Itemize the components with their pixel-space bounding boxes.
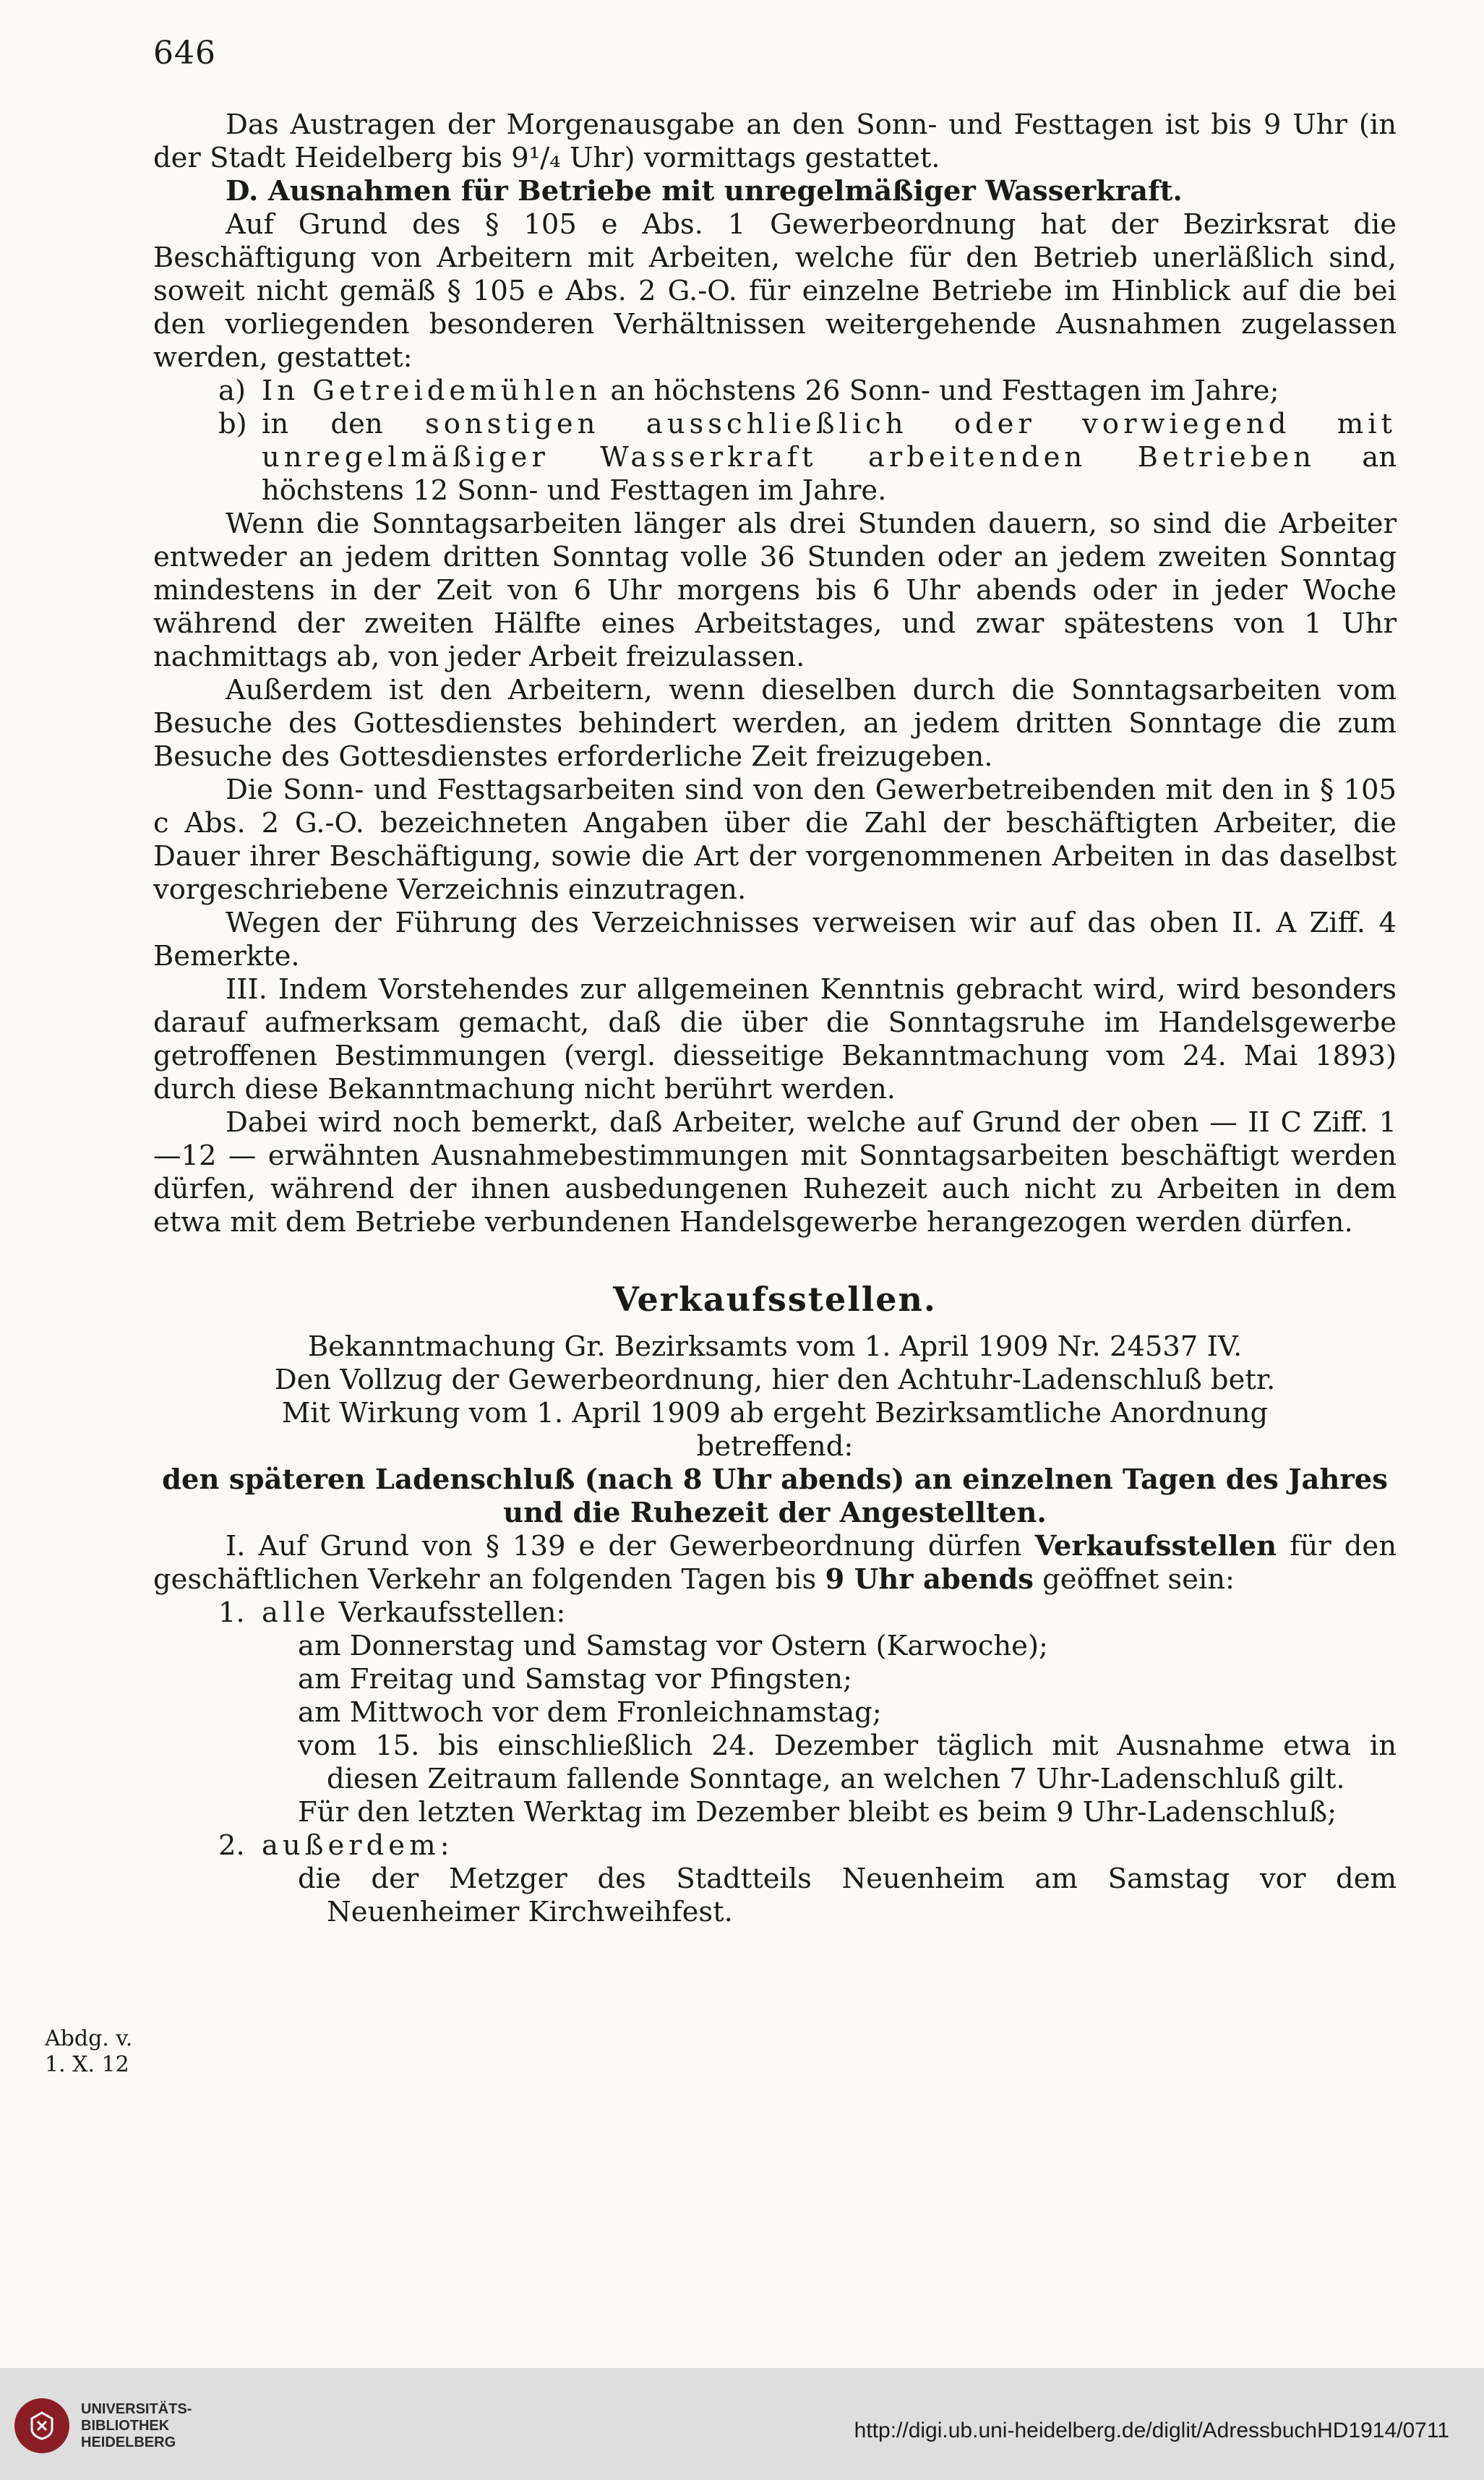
list-item-2 <box>218 1829 1397 1863</box>
list-marker: 1. <box>218 1596 245 1629</box>
paragraph-gottesdienst: Außerdem ist den Arbeitern, wenn dieselben durch die Sonntagsarbeiten vom Besuche des Gottesdienstes behindert werden, an jedem dritten Sonntage die zum Besuche des Gottesdienstes erforderliche Zeit freizugeben. <box>153 674 1397 773</box>
list-item-b <box>218 408 1397 508</box>
bold-term: Verkaufsstellen <box>1034 1530 1277 1562</box>
announcement-line: betreffend: <box>696 1430 854 1463</box>
announcement-subject: den späteren Ladenschluß (nach 8 Uhr abends) an einzelnen Tagen des Jahres <box>162 1463 1388 1496</box>
announcement-subject: und die Ruhezeit der Angestellten. <box>503 1497 1047 1529</box>
page-number: 646 <box>153 35 216 72</box>
sub-list-item: vom 15. bis einschließlich 24. Dezember täglich mit Ausnahme etwa in diesen Zeitraum fallende Sonntage, an welchen 7 Uhr-Ladenschluß gilt. <box>298 1729 1397 1795</box>
paragraph-verkaufsstellen: I. Auf Grund von § 139 e der Gewerbeordnung dürfen Verkaufsstellen für den geschäftlichen Verkehr an folgenden Tagen bis 9 Uhr abends geöffnet sein: <box>153 1530 1397 1596</box>
sub-list-item: Für den letzten Werktag im Dezember bleibt es beim 9 Uhr-Ladenschluß; <box>298 1796 1337 1829</box>
source-url[interactable]: http://digi.ub.uni-heidelberg.de/diglit/AdressbuchHD1914/0711 <box>854 2419 1449 2442</box>
section-heading-verkaufsstellen: Verkaufsstellen. <box>613 1280 937 1319</box>
margin-note: Abdg. v. 1. X. 12 <box>45 2026 133 2077</box>
paragraph-sonntagsarbeiten: Wenn die Sonntagsarbeiten länger als drei Stunden dauern, so sind die Arbeiter entweder an jedem dritten Sonntag volle 36 Stunden oder an jedem zweiten Sonntag mindestens in der Zeit von 6 Uhr morgens bis 6 Uhr abends oder in jeder Woche während der zweiten Hälfte eines Arbeitstages, und zwar spätestens von 1 Uhr nachmittags ab, von jeder Arbeit freizulassen. <box>153 508 1397 673</box>
section-heading-d: D. Ausnahmen für Betriebe mit unregelmäßiger Wasserkraft. <box>226 175 1183 208</box>
list-text: in den <box>262 408 425 440</box>
announcement-line: Den Vollzug der Gewerbeordnung, hier den Achtuhr-Ladenschluß betr. <box>274 1364 1276 1396</box>
bold-term: 9 Uhr abends <box>825 1563 1034 1596</box>
sub-list-item: am Freitag und Samstag vor Pfingsten; <box>298 1663 852 1696</box>
page-content <box>153 108 1397 1929</box>
paragraph-fuehrung: Wegen der Führung des Verzeichnisses verweisen wir auf das oben II. A Ziff. 4 Bemerkte. <box>153 907 1397 972</box>
paragraph-handelsgewerbe: Dabei wird noch bemerkt, daß Arbeiter, welche auf Grund der oben — II C Ziff. 1—12 — erwähnten Ausnahmebestimmungen mit Sonntagsarbeiten beschäftigt werden dürfen, während der ihnen ausbedungenen Ruhezeit auch nicht zu Arbeiten in dem etwa mit dem Betriebe verbundenen Handelsgewerbe herangezogen werden dürfen. <box>153 1106 1397 1239</box>
paragraph-bezirksrat: Auf Grund des § 105 e Abs. 1 Gewerbeordnung hat der Bezirksrat die Beschäftigung von Arbeitern mit Arbeiten, welche für den Betrieb unerläßlich sind, soweit nicht gemäß § 105 e Abs. 2 G.-O. für einzelne Betriebe im Hinblick auf die bei den vorliegenden besonderen Verhältnissen weitergehende Ausnahmen zugelassen werden, gestattet: <box>153 208 1397 374</box>
list-item-1 <box>218 1596 1397 1630</box>
paragraph-morgenausgabe: Das Austragen der Morgenausgabe an den Sonn- und Festtagen ist bis 9 Uhr (in der Stadt Heidelberg bis 9¹/₄ Uhr) vormittags gestattet. <box>153 108 1397 174</box>
list-marker: a) <box>218 375 246 407</box>
list-item-a <box>218 375 1397 408</box>
sub-list-item: die der Metzger des Stadtteils Neuenheim am Samstag vor dem Neuenheimer Kirchweihfest. <box>298 1863 1397 1928</box>
seal-icon <box>14 2398 69 2453</box>
logo-text: UNIVERSITÄTS- BIBLIOTHEK HEIDELBERG <box>81 2400 192 2450</box>
sub-list-1 <box>298 1630 1397 1829</box>
sub-list-2 <box>298 1863 1397 1929</box>
spaced-term: außerdem: <box>262 1829 454 1862</box>
library-logo[interactable] <box>14 2390 289 2462</box>
list-text: an höchstens 12 Sonn- und Festtagen im Jahre. <box>262 441 1397 507</box>
list-marker: b) <box>218 408 247 440</box>
sub-list-item: am Donnerstag und Samstag vor Ostern (Karwoche); <box>298 1630 1048 1662</box>
announcement-line: Mit Wirkung vom 1. April 1909 ab ergeht Bezirksamtliche Anordnung <box>281 1397 1269 1429</box>
paragraph-verzeichnis: Die Sonn- und Festtagsarbeiten sind von den Gewerbetreibenden mit den in § 105 c Abs. 2 G.-O. bezeichneten Angaben über die Zahl der beschäftigten Arbeiter, die Dauer ihrer Beschäftigung, sowie die Art der vorgenommenen Arbeiten in das daselbst vorgeschriebene Verzeichnis einzutragen. <box>153 774 1397 906</box>
spaced-term: sonstigen ausschließlich oder vorwiegend mit unregelmäßiger Wasserkraft arbeitenden Betrieben <box>262 408 1397 474</box>
sub-list-item: am Mittwoch vor dem Fronleichnamstag; <box>298 1696 882 1729</box>
footer-bar <box>0 2368 1484 2480</box>
spaced-term: alle <box>262 1596 330 1629</box>
list-marker: 2. <box>218 1829 245 1862</box>
paragraph-iii: III. Indem Vorstehendes zur allgemeinen Kenntnis gebracht wird, wird besonders darauf aufmerksam gemacht, daß die über die Sonntagsruhe im Handelsgewerbe getroffenen Bestimmungen (vergl. diesseitige Bekanntmachung vom 24. Mai 1893) durch diese Bekanntmachung nicht berührt werden. <box>153 973 1397 1106</box>
spaced-term: In Getreidemühlen <box>262 375 602 407</box>
announcement-line: Bekanntmachung Gr. Bezirksamts vom 1. April 1909 Nr. 24537 IV. <box>307 1330 1243 1363</box>
list-text: an höchstens 26 Sonn- und Festtagen im Jahre; <box>601 375 1279 407</box>
list-text: Verkaufsstellen: <box>330 1596 566 1629</box>
